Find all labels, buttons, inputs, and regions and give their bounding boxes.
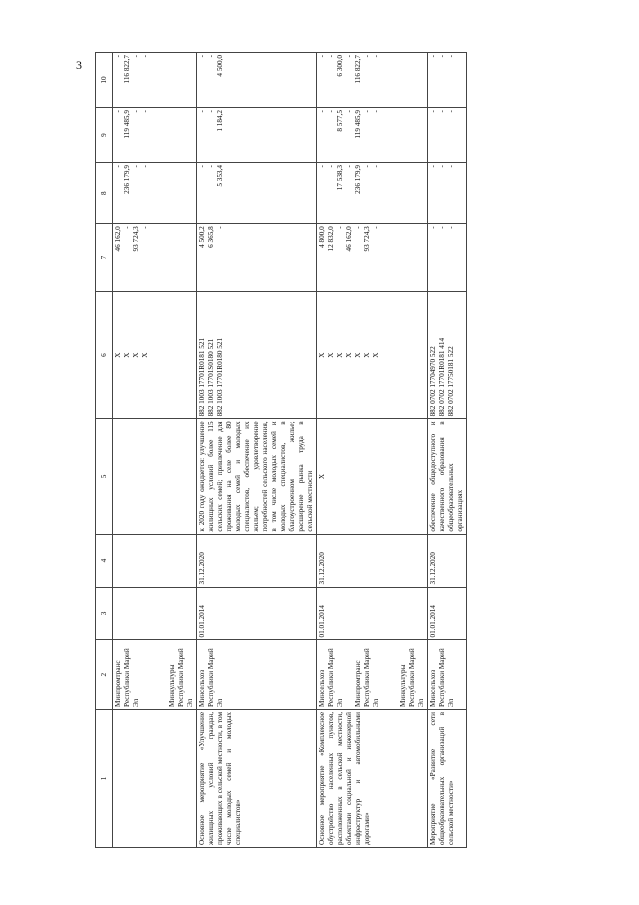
amount-col7-cell	[428, 224, 467, 291]
amount-col10-cell	[113, 53, 197, 108]
amount-col7-cell	[113, 224, 197, 291]
executor-cell	[113, 640, 197, 710]
budget-code: X	[141, 352, 149, 358]
header-col-3: 3	[96, 587, 113, 640]
amount: -	[438, 165, 446, 168]
amount-col7-cell	[197, 224, 317, 291]
executor-cell	[317, 640, 428, 710]
budget-code: X	[327, 352, 335, 358]
table-header-row	[96, 53, 113, 848]
budget-code: X	[318, 352, 326, 358]
amount: -	[114, 55, 122, 58]
amount: -	[447, 226, 455, 229]
budget-code-cell	[428, 291, 467, 419]
amount-col10-cell	[428, 53, 467, 108]
header-col-6: 6	[96, 291, 113, 419]
amount: -	[345, 110, 353, 113]
amount-col8-cell	[197, 163, 317, 224]
header-col-4: 4	[96, 534, 113, 587]
budget-code: 882 0702 17750181 522	[447, 346, 455, 417]
header-col-5: 5	[96, 419, 113, 534]
amount: -	[372, 226, 380, 229]
amount: 1 184,2	[216, 110, 224, 132]
amount-col8-cell	[113, 163, 197, 224]
start-date-cell: 01.01.2014	[197, 587, 317, 640]
amount: -	[345, 165, 353, 168]
amount: -	[354, 226, 362, 229]
amount: 93 724,3	[363, 226, 371, 252]
amount: -	[198, 55, 206, 58]
amount: -	[123, 226, 131, 229]
budget-code: X	[114, 352, 122, 358]
amount: -	[438, 110, 446, 113]
event-name-cell	[113, 709, 197, 847]
budget-code: X	[372, 352, 380, 358]
amount-col10-cell	[197, 53, 317, 108]
amount: -	[363, 55, 371, 58]
end-date-cell	[113, 534, 197, 587]
amount-col7-cell	[317, 224, 428, 291]
amount-col9-cell	[428, 108, 467, 163]
page-number: 3	[76, 58, 82, 72]
executor-name: Минкультуры Республики Марий Эл	[168, 648, 194, 707]
amount: 116 822,7	[354, 55, 362, 84]
amount: -	[372, 110, 380, 113]
amount-col9-cell	[113, 108, 197, 163]
amount: -	[114, 110, 122, 113]
event-name-cell: Основное мероприятие «Комплексное обустройство населенных пунктов, расположенных в сельской местности, объектами социальной и инженерной инфраструктур и автомобильными дорогами»	[317, 709, 428, 847]
amount: -	[429, 55, 437, 58]
amount: -	[132, 165, 140, 168]
end-date-cell: 31.12.2020	[317, 534, 428, 587]
executor-name: Минсельхоз Республики Марий Эл	[318, 648, 344, 707]
amount: -	[141, 55, 149, 58]
amount: -	[216, 226, 224, 229]
table-row	[197, 53, 317, 848]
amount: -	[438, 55, 446, 58]
budget-code: 882 0702 17704970 522	[429, 346, 437, 417]
amount: -	[372, 55, 380, 58]
amount: -	[198, 110, 206, 113]
executor-cell	[428, 640, 467, 710]
amount: -	[327, 165, 335, 168]
amount: -	[318, 110, 326, 113]
budget-code: 882 1003 17701S0180 521	[207, 338, 215, 417]
start-date-cell: 01.01.2014	[428, 587, 467, 640]
amount: 6 300,0	[336, 55, 344, 77]
amount-col9-cell	[197, 108, 317, 163]
event-name-cell: Мероприятие «Развитие сети общеобразовательных организаций в сельской местности»	[428, 709, 467, 847]
budget-code-cell	[197, 291, 317, 419]
event-name-cell: Основное мероприятие «Улучшение жилищных условий граждан, проживающих в сельской местности, в том числе молодых семей и молодых специалистов»	[197, 709, 317, 847]
amount: 119 485,9	[123, 110, 131, 139]
amount: -	[114, 165, 122, 168]
amount: 12 832,0	[327, 226, 335, 252]
expected-result-cell: X	[317, 419, 428, 534]
end-date-cell: 31.12.2020	[428, 534, 467, 587]
amount-col8-cell	[317, 163, 428, 224]
executor-name: Минсельхоз Республики Марий Эл	[198, 648, 224, 707]
amount: -	[336, 226, 344, 229]
header-col-10: 10	[96, 53, 113, 108]
amount: -	[141, 165, 149, 168]
amount: 5 353,4	[216, 165, 224, 187]
amount: -	[429, 110, 437, 113]
executor-name: Минкультуры Республики Марий Эл	[399, 648, 425, 707]
budget-code: 882 1003 17701R0181 521	[198, 337, 206, 417]
amount: 46 162,0	[114, 226, 122, 252]
amount: 6 365,8	[207, 226, 215, 248]
executor-name: Минпромтранс Республики Марий Эл	[354, 648, 380, 707]
expected-result-cell: к 2020 году ожидается: улучшение жилищных условий более 115 сельских семей; привлечение для проживания на селе более 80 молодых семей и молодых специалистов, обеспечение их жильем; удовлетворение потребностей сельского населения, в том числе молодых семей и молодых специалистов, в благоустроенном жилье; расширение рынка труда в сельской местности	[197, 419, 317, 534]
budget-code-cell	[113, 291, 197, 419]
amount: -	[363, 165, 371, 168]
amount-col10-cell	[317, 53, 428, 108]
start-date-cell	[113, 587, 197, 640]
amount: 236 179,9	[354, 165, 362, 194]
table-row	[113, 53, 197, 848]
budget-code: X	[363, 352, 371, 358]
executor-name: Минпромтранс Республики Марий Эл	[114, 648, 140, 707]
amount: 17 538,3	[336, 165, 344, 191]
amount: -	[207, 110, 215, 113]
budget-code: 882 1003 17701R0180 521	[216, 337, 224, 417]
budget-code: X	[354, 352, 362, 358]
table-row	[428, 53, 467, 848]
start-date-cell: 01.01.2014	[317, 587, 428, 640]
amount: -	[132, 55, 140, 58]
amount: -	[363, 110, 371, 113]
executor-name: Минсельхоз Республики Марий Эл	[429, 648, 455, 707]
header-col-7: 7	[96, 224, 113, 291]
amount: -	[447, 55, 455, 58]
amount: -	[327, 55, 335, 58]
amount: -	[429, 165, 437, 168]
rotated-table-sheet	[95, 52, 610, 848]
end-date-cell: 31.12.2020	[197, 534, 317, 587]
amount: -	[327, 110, 335, 113]
budget-code: X	[345, 352, 353, 358]
amount: 236 179,9	[123, 165, 131, 194]
amount: -	[207, 55, 215, 58]
budget-code: X	[336, 352, 344, 358]
amount-col9-cell	[317, 108, 428, 163]
amount: -	[207, 165, 215, 168]
amount: -	[141, 110, 149, 113]
header-col-2: 2	[96, 640, 113, 710]
table-row	[317, 53, 428, 848]
amount: -	[318, 165, 326, 168]
amount: 116 822,7	[123, 55, 131, 84]
budget-code: X	[132, 352, 140, 358]
header-col-9: 9	[96, 108, 113, 163]
expected-result-cell: обеспечение общедоступного и качественного образования в общеобразовательных организациях	[428, 419, 467, 534]
amount: 4 500,2	[198, 226, 206, 248]
amount: -	[318, 55, 326, 58]
amount: -	[141, 226, 149, 229]
budget-code-cell	[317, 291, 428, 419]
amount: -	[132, 110, 140, 113]
amount: -	[372, 165, 380, 168]
amount: -	[438, 226, 446, 229]
amount: 4 500,0	[216, 55, 224, 77]
amount: 4 800,0	[318, 226, 326, 248]
header-col-1: 1	[96, 709, 113, 847]
amount-col8-cell	[428, 163, 467, 224]
budget-code: 882 0702 17701R0181 414	[438, 337, 446, 417]
amount: 8 577,5	[336, 110, 344, 132]
budget-code: X	[123, 352, 131, 358]
amount: -	[447, 165, 455, 168]
amount: -	[447, 110, 455, 113]
amount: -	[345, 55, 353, 58]
amount: -	[198, 165, 206, 168]
executor-cell	[197, 640, 317, 710]
amount: 93 724,3	[132, 226, 140, 252]
header-col-8: 8	[96, 163, 113, 224]
amount: 46 162,0	[345, 226, 353, 252]
amount: 119 485,9	[354, 110, 362, 139]
expected-result-cell	[113, 419, 197, 534]
amount: -	[429, 226, 437, 229]
program-events-table	[95, 52, 467, 848]
